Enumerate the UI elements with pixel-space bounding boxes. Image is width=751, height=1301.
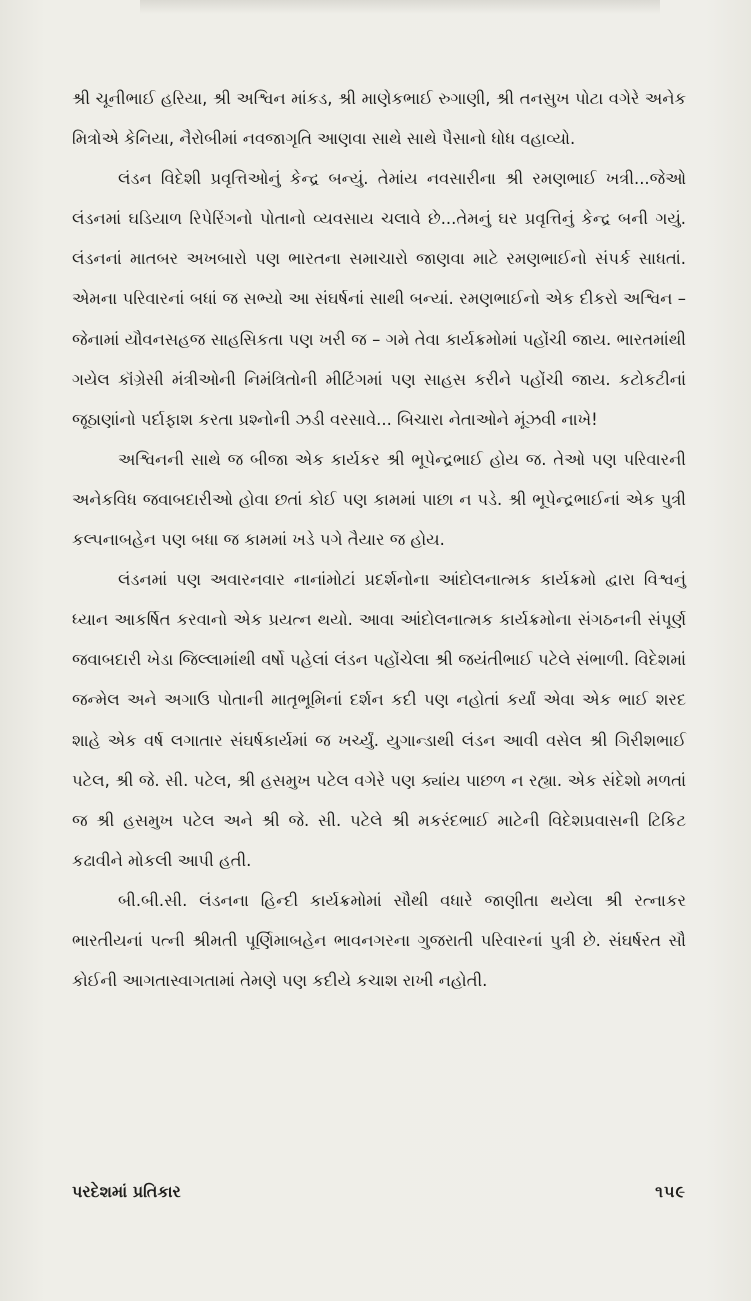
body-text [72,79,686,1001]
paragraph-2: લંડન વિદેશી પ્રવૃત્તિઓનું કેન્દ્ર બન્યું. તેમાંય નવસારીના શ્રી રમણભાઈ ખત્રી...જેઓ લંડનમાં ઘડિયાળ રિપેરિંગનો પોતાનો વ્યવસાય ચલાવે છે...તેમનું ઘર પ્રવૃત્તિનું કેન્દ્ર બની ગયું. લંડનનાં માતબર અખબારો પણ ભારતના સમાચારો જાણવા માટે રમણભાઈનો સંપર્ક સાધતાં. એમના પરિવારનાં બધાં જ સભ્યો આ સંઘર્ષનાં સાથી બન્યાં. રમણભાઈનો એક દીકરો અશ્વિન – જેનામાં યૌવનસહજ સાહસિકતા પણ ખરી જ – ગમે તેવા કાર્યક્રમોમાં પહોંચી જાય. ભારતમાંથી ગયેલ કૉંગ્રેસી મંત્રીઓની નિમંત્રિતોની મીટિંગમાં પણ સાહસ કરીને પહોંચી જાય. કટોકટીનાં જૂઠાણાંનો પર્દાફાશ કરતા પ્રશ્નોની ઝડી વરસાવે... બિચારા નેતાઓને મૂંઝવી નાખે! [72,169,686,429]
running-footer-title: પરદેશમાં પ્રતિકાર [72,1182,181,1201]
bleed-shadow [140,0,660,14]
paragraph-1: શ્રી ચૂનીભાઈ હરિયા, શ્રી અશ્વિન માંકડ, શ્રી માણેકભાઈ રુગાણી, શ્રી તનસુખ પોટા વગેરે અનેક મિત્રોએ કેનિયા, નૈરોબીમાં નવજાગૃતિ આણવા સાથે સાથે પૈસાનો ધોધ વહાવ્યો. [72,89,686,149]
page-footer [72,1182,686,1206]
paragraph-4: લંડનમાં પણ અવારનવાર નાનાંમોટાં પ્રદર્શનોના આંદોલનાત્મક કાર્યક્રમો દ્વારા વિશ્વનું ધ્યાન આકર્ષિત કરવાનો એક પ્રયત્ન થયો. આવા આંદોલનાત્મક કાર્યક્રમોના સંગઠનની સંપૂર્ણ જવાબદારી ખેડા જિલ્લામાંથી વર્ષો પહેલાં લંડન પહોંચેલા શ્રી જયંતીભાઈ પટેલે સંભાળી. વિદેશમાં જન્મેલ અને અગાઉ પોતાની માતૃભૂમિનાં દર્શન કદી પણ નહોતાં કર્યાં એવા એક ભાઈ શરદ શાહે એક વર્ષ લગાતાર સંઘર્ષકાર્યમાં જ ખર્ચ્યું. યુગાન્ડાથી લંડન આવી વસેલ શ્રી ગિરીશભાઈ પટેલ, શ્રી જે. સી. પટેલ, શ્રી હસમુખ પટેલ વગેરે પણ ક્યાંય પાછળ ન રહ્યા. એક સંદેશો મળતાં જ શ્રી હસમુખ પટેલ અને શ્રી જે. સી. પટેલે શ્રી મકરંદભાઈ માટેની વિદેશપ્રવાસની ટિકિટ કઢાવીને મોકલી આપી હતી. [72,570,686,870]
paragraph-3: અશ્વિનની સાથે જ બીજા એક કાર્યકર શ્રી ભૂપેન્દ્રભાઈ હોય જ. તેઓ પણ પરિવારની અનેકવિધ જવાબદારીઓ હોવા છતાં કોઈ પણ કામમાં પાછા ન પડે. શ્રી ભૂપેન્દ્રભાઈનાં એક પુત્રી કલ્પનાબહેન પણ બધા જ કામમાં ખડે પગે તૈયાર જ હોય. [72,449,686,550]
page-number: ૧૫૯ [655,1182,686,1201]
paragraph-5: બી.બી.સી. લંડનના હિન્દી કાર્યક્રમોમાં સૌથી વધારે જાણીતા થયેલા શ્રી રત્નાકર ભારતીયનાં પત્ની શ્રીમતી પૂર્ણિમાબહેન ભાવનગરના ગુજરાતી પરિવારનાં પુત્રી છે. સંઘર્ષરત સૌ કોઈની આગતાસ્વાગતામાં તેમણે પણ કદીયે કચાશ રાખી નહોતી. [72,890,686,991]
